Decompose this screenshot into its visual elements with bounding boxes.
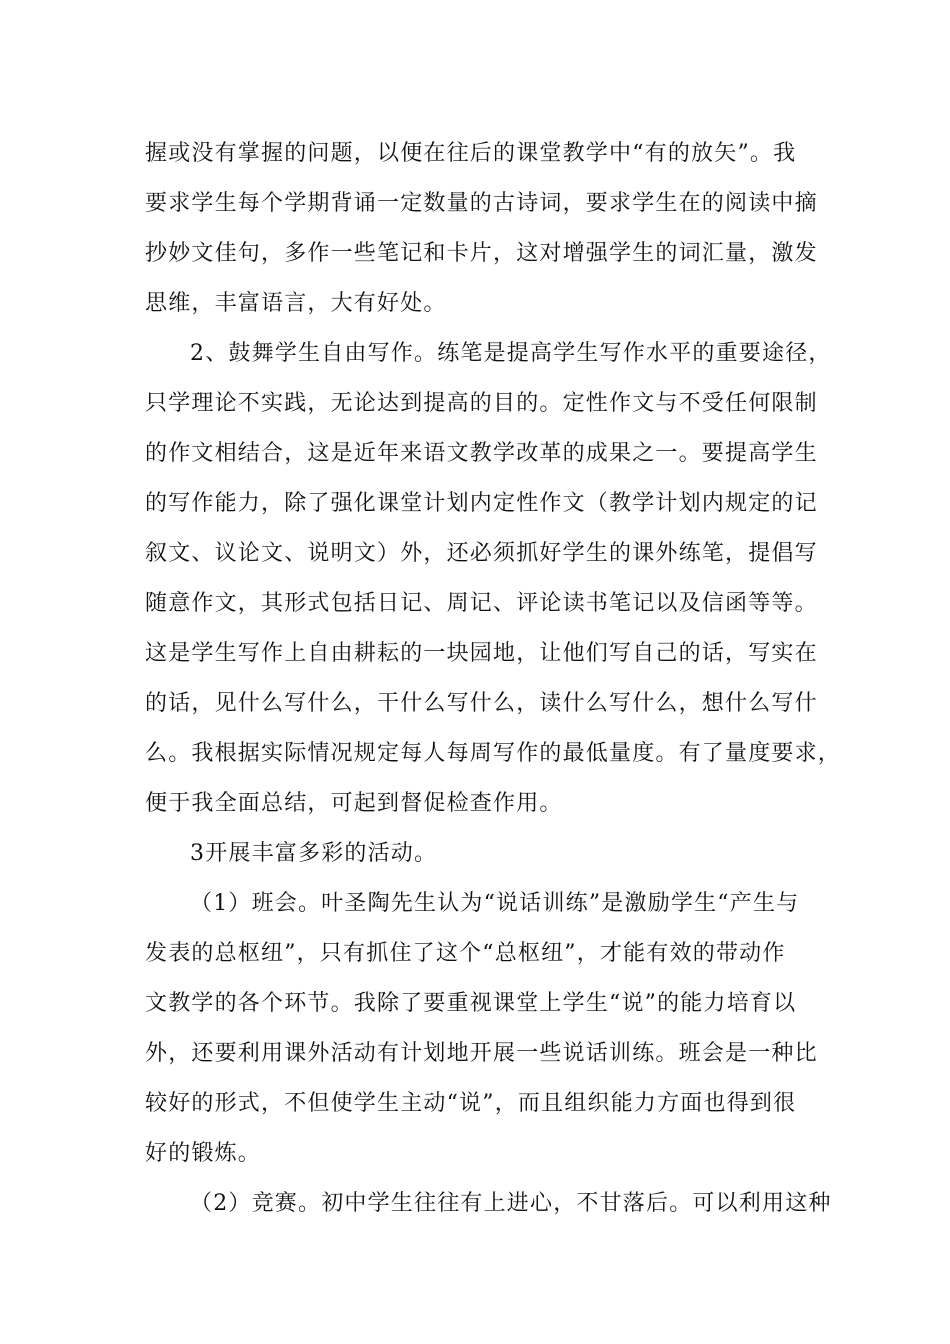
text-line-15: 3开展丰富多彩的活动。 bbox=[190, 841, 438, 866]
text-line-16: （1）班会。叶圣陶先生认为“说话训练”是激励学生“产生与 bbox=[190, 891, 800, 916]
text-line-9: 叙文、议论文、说明文）外，还必须抓好学生的课外练笔，提倡写 bbox=[145, 541, 818, 566]
text-line-19: 外，还要利用课外活动有计划地开展一些说话训练。班会是一种比 bbox=[145, 1041, 818, 1066]
text-line-3: 抄妙文佳句，多作一些笔记和卡片，这对增强学生的词汇量，激发 bbox=[145, 241, 818, 266]
text-line-11: 这是学生写作上自由耕耘的一块园地，让他们写自己的话，写实在 bbox=[145, 641, 818, 666]
text-line-2: 要求学生每个学期背诵一定数量的古诗词，要求学生在的阅读中摘 bbox=[145, 191, 818, 216]
text-line-6: 只学理论不实践，无论达到提高的目的。定性作文与不受任何限制 bbox=[145, 391, 818, 416]
text-line-7: 的作文相结合，这是近年来语文教学改革的成果之一。要提高学生 bbox=[145, 441, 818, 466]
text-line-1: 握或没有掌握的问题，以便在往后的课堂教学中“有的放矢”。我 bbox=[145, 141, 797, 166]
text-line-8: 的写作能力，除了强化课堂计划内定性作文（教学计划内规定的记 bbox=[145, 491, 818, 516]
text-line-17: 发表的总枢纽”，只有抓住了这个“总枢纽”，才能有效的带动作 bbox=[145, 941, 786, 966]
text-line-21: 好的锻炼。 bbox=[145, 1141, 262, 1166]
text-line-10: 随意作文，其形式包括日记、周记、评论读书笔记以及信函等等。 bbox=[145, 591, 818, 616]
text-line-18: 文教学的各个环节。我除了要重视课堂上学生“说”的能力培育以 bbox=[145, 991, 797, 1016]
text-line-5: 2、鼓舞学生自由写作。练笔是提高学生写作水平的重要途径， bbox=[190, 341, 832, 366]
text-line-14: 便于我全面总结，可起到督促检查作用。 bbox=[145, 791, 563, 816]
text-line-22: （2）竞赛。初中学生往往有上进心，不甘落后。可以利用这种 bbox=[190, 1191, 832, 1216]
text-line-13: 么。我根据实际情况规定每人每周写作的最低量度。有了量度要求， bbox=[145, 741, 842, 766]
text-line-4: 思维，丰富语言，大有好处。 bbox=[145, 291, 447, 316]
text-line-12: 的话，见什么写什么，干什么写什么，读什么写什么，想什么写什 bbox=[145, 691, 818, 716]
text-line-20: 较好的形式，不但使学生主动“说”，而且组织能力方面也得到很 bbox=[145, 1091, 797, 1116]
